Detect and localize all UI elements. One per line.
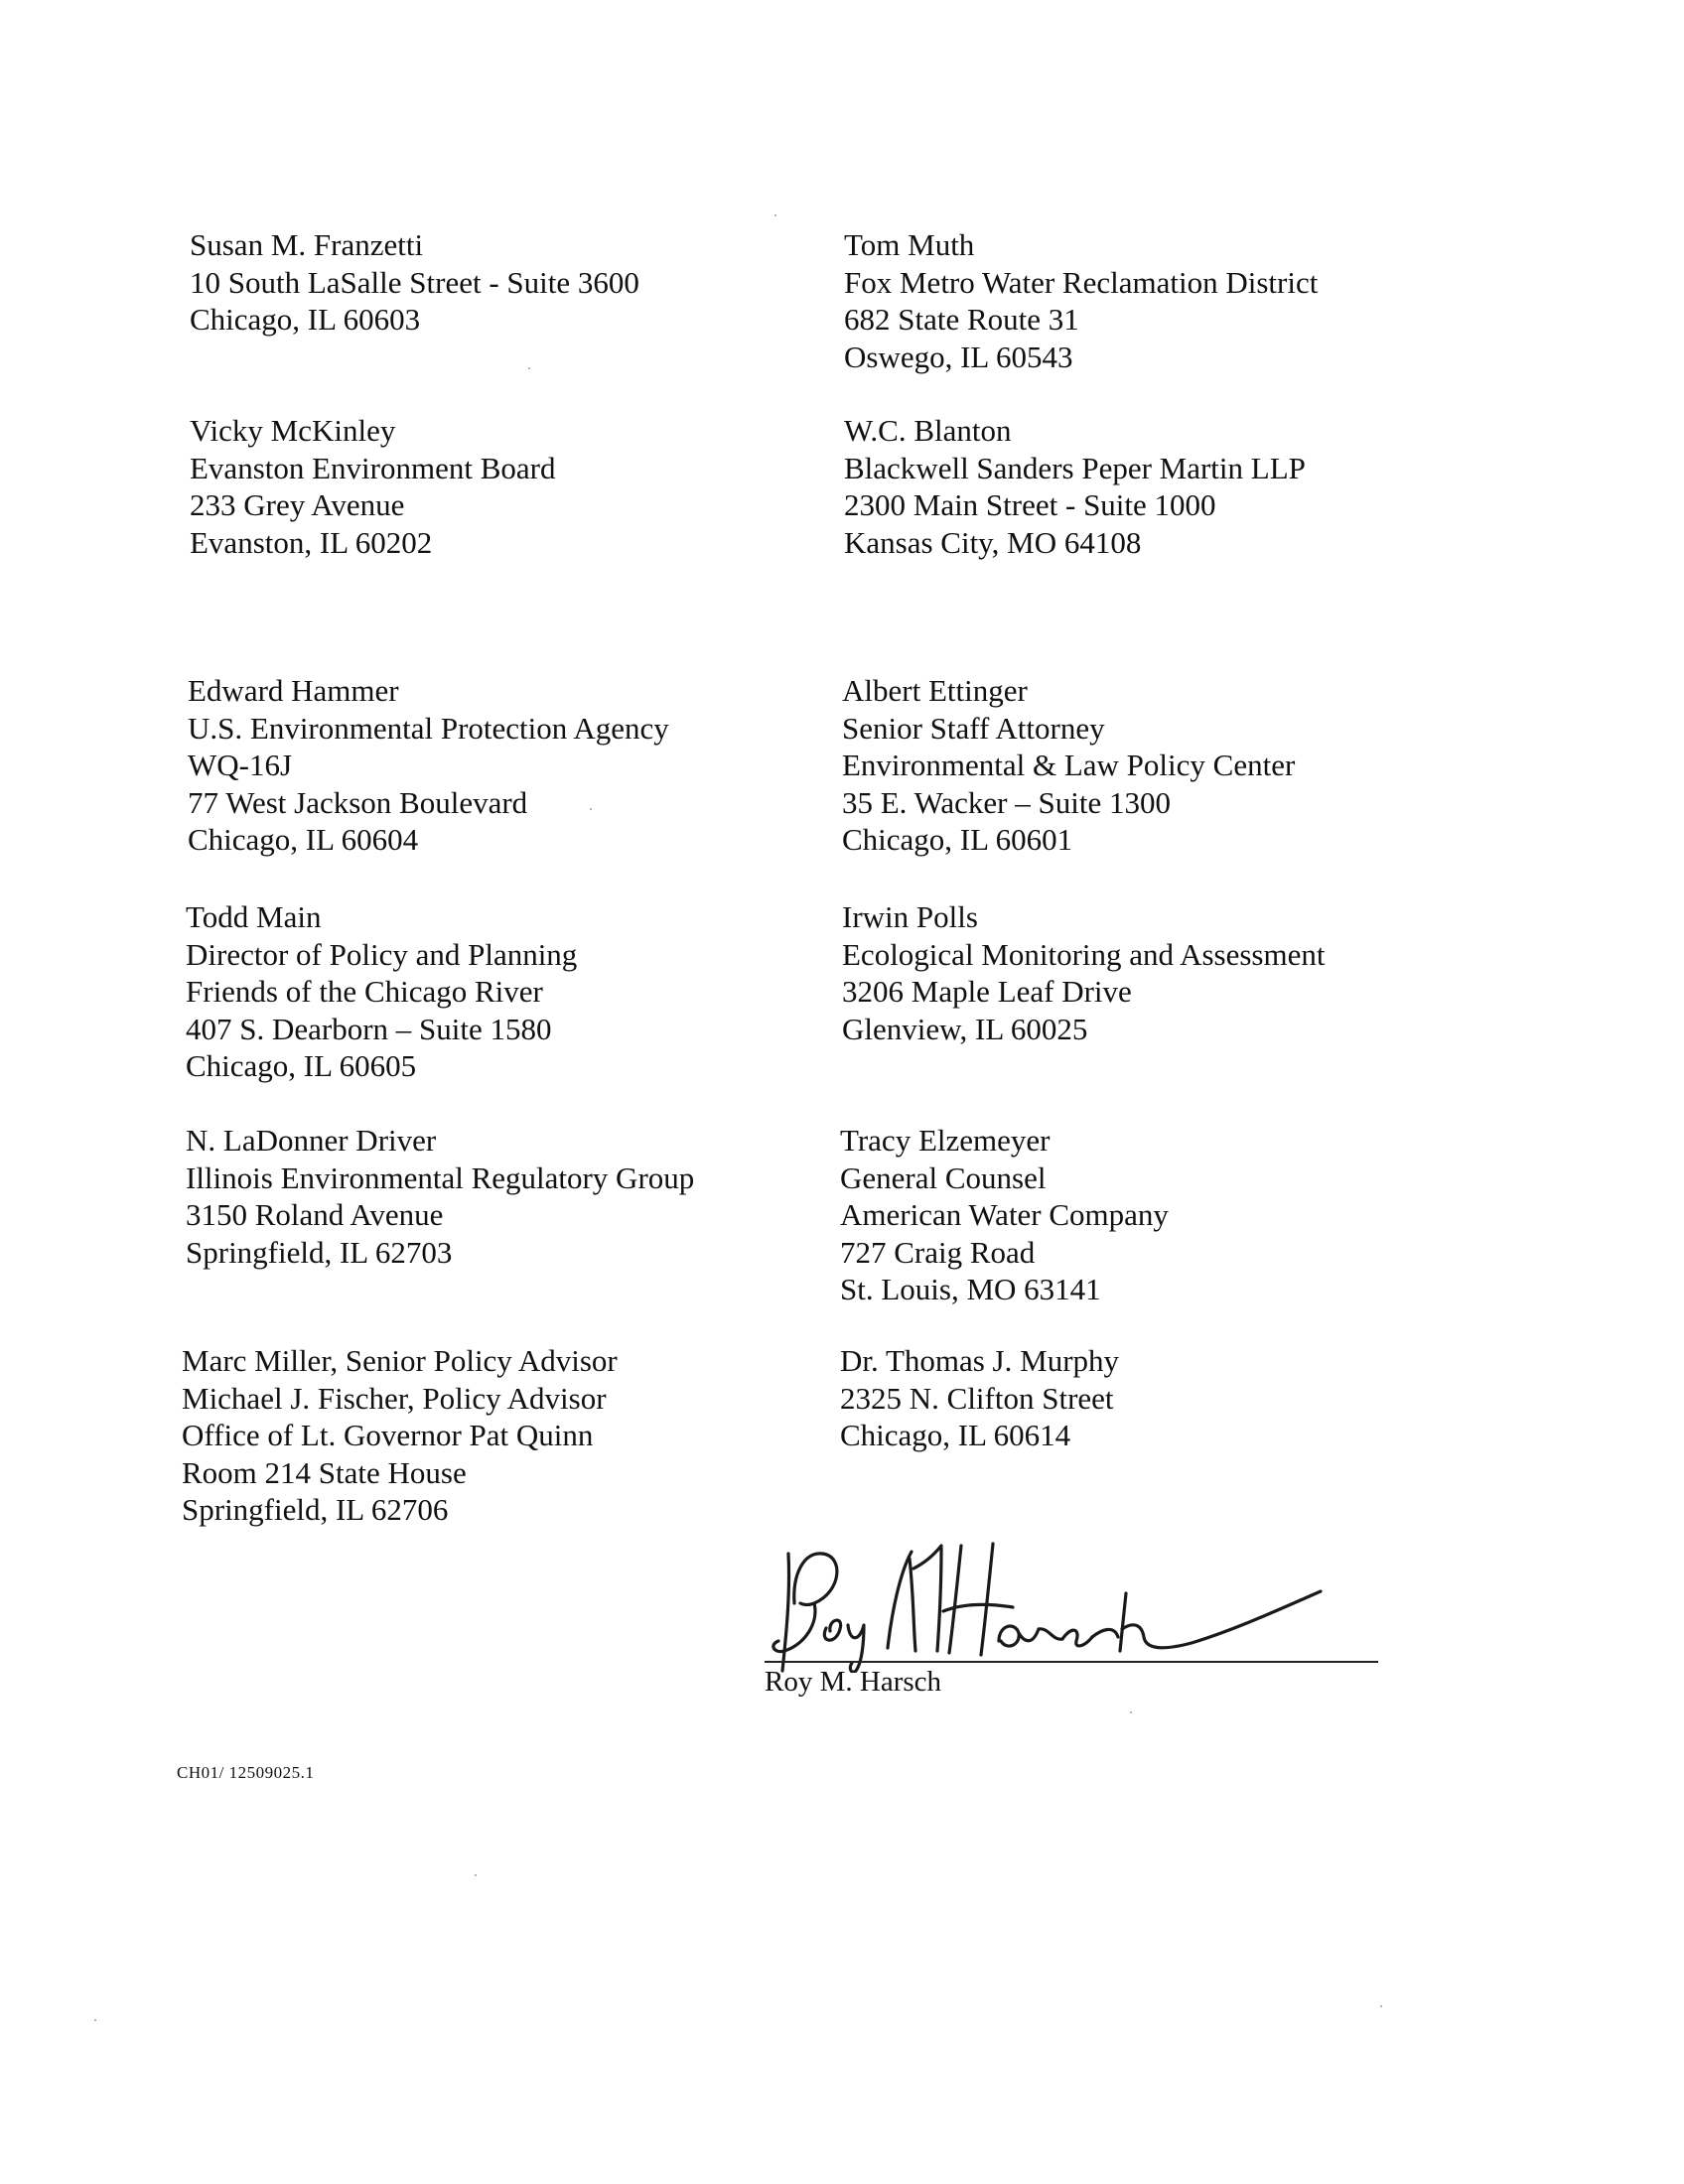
- address-line: 35 E. Wacker – Suite 1300: [842, 784, 1171, 820]
- address-line: Environmental & Law Policy Center: [842, 748, 1296, 782]
- recipient-name: Vicky McKinley: [190, 413, 396, 448]
- address-line: 3206 Maple Leaf Drive: [842, 974, 1132, 1009]
- address-line: 10 South LaSalle Street - Suite 3600: [190, 264, 639, 300]
- address-line: 407 S. Dearborn – Suite 1580: [186, 1011, 552, 1046]
- scan-speck: [1130, 1711, 1132, 1713]
- address-line: U.S. Environmental Protection Agency: [188, 710, 669, 746]
- address-line: St. Louis, MO 63141: [840, 1272, 1101, 1306]
- recipient-name: Dr. Thomas J. Murphy: [840, 1343, 1120, 1378]
- address-line: Kansas City, MO 64108: [844, 524, 1142, 560]
- recipient-name: W.C. Blanton: [844, 413, 1012, 448]
- address-line: 2300 Main Street - Suite 1000: [844, 487, 1216, 522]
- address-line: 77 West Jackson Boulevard: [188, 784, 528, 820]
- address-block-polls: [842, 898, 1325, 1047]
- document-id: CH01/ 12509025.1: [177, 1763, 315, 1782]
- address-line: Fox Metro Water Reclamation District: [844, 264, 1319, 300]
- recipient-name: Edward Hammer: [188, 673, 399, 708]
- address-line: Evanston Environment Board: [190, 450, 556, 485]
- address-block-miller-fischer: [182, 1342, 618, 1529]
- address-line: Director of Policy and Planning: [186, 936, 578, 972]
- recipient-name: Marc Miller, Senior Policy Advisor: [182, 1343, 618, 1378]
- handwritten-signature-icon: [765, 1534, 1380, 1673]
- scan-speck: [528, 367, 530, 369]
- address-line: Springfield, IL 62706: [182, 1492, 449, 1527]
- address-block-murphy: [840, 1342, 1119, 1454]
- recipient-name: Irwin Polls: [842, 899, 978, 934]
- recipient-name: Susan M. Franzetti: [190, 227, 424, 262]
- address-line: Friends of the Chicago River: [186, 974, 543, 1009]
- address-line: American Water Company: [840, 1197, 1169, 1232]
- address-line: General Counsel: [840, 1160, 1047, 1195]
- address-block-driver: [186, 1122, 694, 1271]
- address-line: Office of Lt. Governor Pat Quinn: [182, 1418, 594, 1452]
- recipient-name: Tom Muth: [844, 227, 975, 262]
- address-block-muth: [844, 226, 1318, 375]
- signature-block: [765, 1534, 1380, 1712]
- address-line: WQ-16J: [188, 748, 293, 782]
- address-line: Chicago, IL 60604: [188, 822, 419, 857]
- address-line: Chicago, IL 60614: [840, 1418, 1071, 1452]
- scan-speck: [590, 808, 592, 810]
- recipient-name: Albert Ettinger: [842, 673, 1028, 708]
- address-line: 233 Grey Avenue: [190, 487, 405, 522]
- scan-speck: [1380, 2005, 1382, 2007]
- signature-line: [765, 1661, 1378, 1663]
- recipient-name: Todd Main: [186, 899, 322, 934]
- address-block-mckinley: [190, 412, 556, 561]
- address-line: 3150 Roland Avenue: [186, 1197, 444, 1232]
- address-line: 727 Craig Road: [840, 1234, 1036, 1270]
- address-line: Blackwell Sanders Peper Martin LLP: [844, 450, 1306, 485]
- recipient-name: N. LaDonner Driver: [186, 1123, 437, 1158]
- scan-speck: [475, 1874, 477, 1876]
- address-block-blanton: [844, 412, 1306, 561]
- address-line: 682 State Route 31: [844, 302, 1079, 337]
- address-block-hammer: [188, 672, 669, 859]
- address-line: Senior Staff Attorney: [842, 710, 1105, 746]
- address-line: Oswego, IL 60543: [844, 339, 1073, 374]
- address-block-ettinger: [842, 672, 1295, 859]
- address-line: Glenview, IL 60025: [842, 1011, 1088, 1046]
- address-line: Chicago, IL 60601: [842, 822, 1073, 857]
- address-block-franzetti: [190, 226, 639, 339]
- address-line: Springfield, IL 62703: [186, 1234, 453, 1270]
- address-line: 2325 N. Clifton Street: [840, 1380, 1114, 1416]
- address-line: Evanston, IL 60202: [190, 524, 433, 560]
- address-line: Chicago, IL 60603: [190, 302, 421, 337]
- scan-speck: [774, 214, 776, 216]
- signer-name: Roy M. Harsch: [765, 1666, 942, 1698]
- address-line: Room 214 State House: [182, 1454, 467, 1490]
- address-line: Illinois Environmental Regulatory Group: [186, 1160, 695, 1195]
- recipient-name: Tracy Elzemeyer: [840, 1123, 1051, 1158]
- address-block-main: [186, 898, 577, 1085]
- scan-speck: [94, 2019, 96, 2021]
- address-line: Chicago, IL 60605: [186, 1048, 417, 1083]
- recipient-name: Michael J. Fischer, Policy Advisor: [182, 1380, 607, 1416]
- address-block-elzemeyer: [840, 1122, 1169, 1308]
- address-line: Ecological Monitoring and Assessment: [842, 936, 1326, 972]
